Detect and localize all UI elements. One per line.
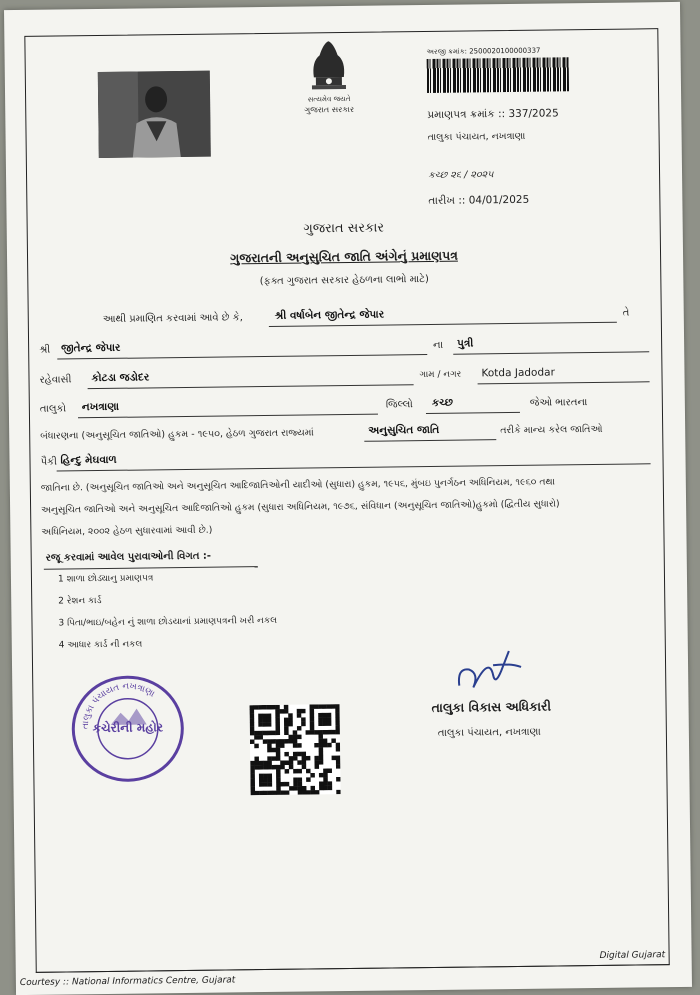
- district-label: જિલ્લો: [385, 399, 413, 411]
- certificate-border: [24, 28, 669, 973]
- signature: [449, 645, 530, 696]
- issuing-office: તાલુકા પંચાયત, નખત્રાણા: [427, 130, 526, 144]
- para-line-1: જાતિના છે. (અનુસૂચિત જાતિઓ અને અનુસૂચિત આદિજાતિઓની યાદીઓ (સુધારા) હુકમ, ૧૯૫૬, મુંબઇ પુનર્ગઠન અધિનિયમ, ૧૯૬૦ તથા: [40, 476, 555, 494]
- resident-label: રહેવાસી: [39, 374, 72, 386]
- na-label: ના: [433, 339, 444, 351]
- certificate-paper: [4, 2, 692, 995]
- certificate-title: ગુજરાતની અનુસુચિત જાતિ અંગેનું પ્રમાણપત્ર: [230, 247, 458, 266]
- certificate-number: પ્રમાણપત્ર ક્રમાંક :: 337/2025: [427, 107, 559, 122]
- qr-code: [250, 704, 341, 795]
- holder-name: શ્રી વર્ષાબેન જીતેન્દ્ર જેપાર: [274, 308, 385, 322]
- recognized-text: તરીકે માન્ય કરેલ જાતિઓ: [500, 423, 603, 437]
- taluka-label: તાલુકો: [39, 403, 67, 415]
- para-line-2: અનુસૂચિત જાતિઓ અને અનુસૂચિત આદિજાતિઓ હુકમ (સુધારા અધિનિયમ, ૧૯૭૬, સંવિધાન (અનુસૂચિત જાતિઓ)હુકમો (દ્વિતીય સુધારો): [41, 498, 560, 516]
- office-stamp: [71, 675, 184, 782]
- government-title: ગુજરાત સરકાર: [303, 220, 385, 237]
- stamp-ring-text: તાલુકા પંચાયત નખત્રાણા: [80, 681, 157, 730]
- caste: હિન્દુ મેઘવાળ: [60, 453, 117, 467]
- taluka-value: નખત્રાણા: [81, 400, 120, 414]
- resident-value: કોટડા જડોદર: [91, 371, 150, 385]
- shri-label: શ્રી: [39, 344, 51, 356]
- para-line-3: અધિનિયમ, ૨૦૦૨ હેઠળ સુધારવામાં આવી છે.): [41, 524, 213, 538]
- order-text: બંધારણના (અનુસૂચિત જાતિઓ) હુકમ - ૧૯૫૦, હેઠળ ગુજરાત રાજ્યમાં: [40, 427, 314, 442]
- relation: પુત્રી: [457, 337, 474, 350]
- application-number: અરજી ક્રમાંક: 2500020100000337: [426, 46, 541, 57]
- barcode: [427, 57, 569, 93]
- evidence-heading: રજૂ કરવામાં આવેલ પુરાવાઓની વિગત :-: [45, 550, 212, 564]
- evidence-item: 3 પિતા/ભાઇ/બહેન નું શાળા છોડયાનાં પ્રમાણપત્રની ખરી નકલ: [58, 615, 278, 629]
- evidence-item: 1 શાળા છોડ્યાનુ પ્રમાણપત્ર: [57, 573, 154, 585]
- village-value: Kotda Jadodar: [481, 366, 555, 380]
- evidence-item: 4 આધાર કાર્ડ ની નકલ: [58, 639, 143, 651]
- father-name: જીતેન્દ્ર જેપાર: [61, 341, 121, 355]
- ashoka-emblem-icon: [293, 37, 364, 100]
- district-value: કચ્છ: [431, 396, 454, 409]
- emblem-motto: સત્યમેવ જયતે: [307, 94, 351, 104]
- signatory-office: તાલુકા પંચાયત, નખત્રાણા: [437, 726, 541, 739]
- category: અનુસુચિત જાતિ: [368, 423, 440, 437]
- stamp-center-text: કચેરીની મહોર: [92, 720, 164, 736]
- outward-number: કચ્છ ૨૬ / ૨૦૨૫: [427, 169, 494, 181]
- footer-brand: Digital Gujarat: [599, 950, 666, 961]
- certificate-date: તારીખ :: 04/01/2025: [428, 193, 530, 207]
- te-label: તે: [622, 307, 630, 319]
- footer-courtesy: Courtesy :: National Informatics Centre, Gujarat: [19, 975, 236, 989]
- india-text: જેઓ ભારતના: [529, 397, 588, 409]
- village-label: ગામ / નગર: [419, 369, 462, 381]
- evidence-item: 2 રેશન કાર્ડ: [58, 596, 102, 607]
- certificate-subtitle: (ફક્ત ગુજરાત સરકાર હેઠળના લાભો માટે): [259, 273, 429, 288]
- certify-text: આથી પ્રમાણિત કરવામાં આવે છે કે,: [102, 312, 243, 325]
- applicant-photo: [98, 71, 211, 158]
- among-label: પૈકી: [40, 456, 58, 468]
- signatory-title: તાલુકા વિકાસ અધિકારી: [431, 698, 552, 715]
- emblem-org: ગુજરાત સરકાર: [304, 104, 355, 115]
